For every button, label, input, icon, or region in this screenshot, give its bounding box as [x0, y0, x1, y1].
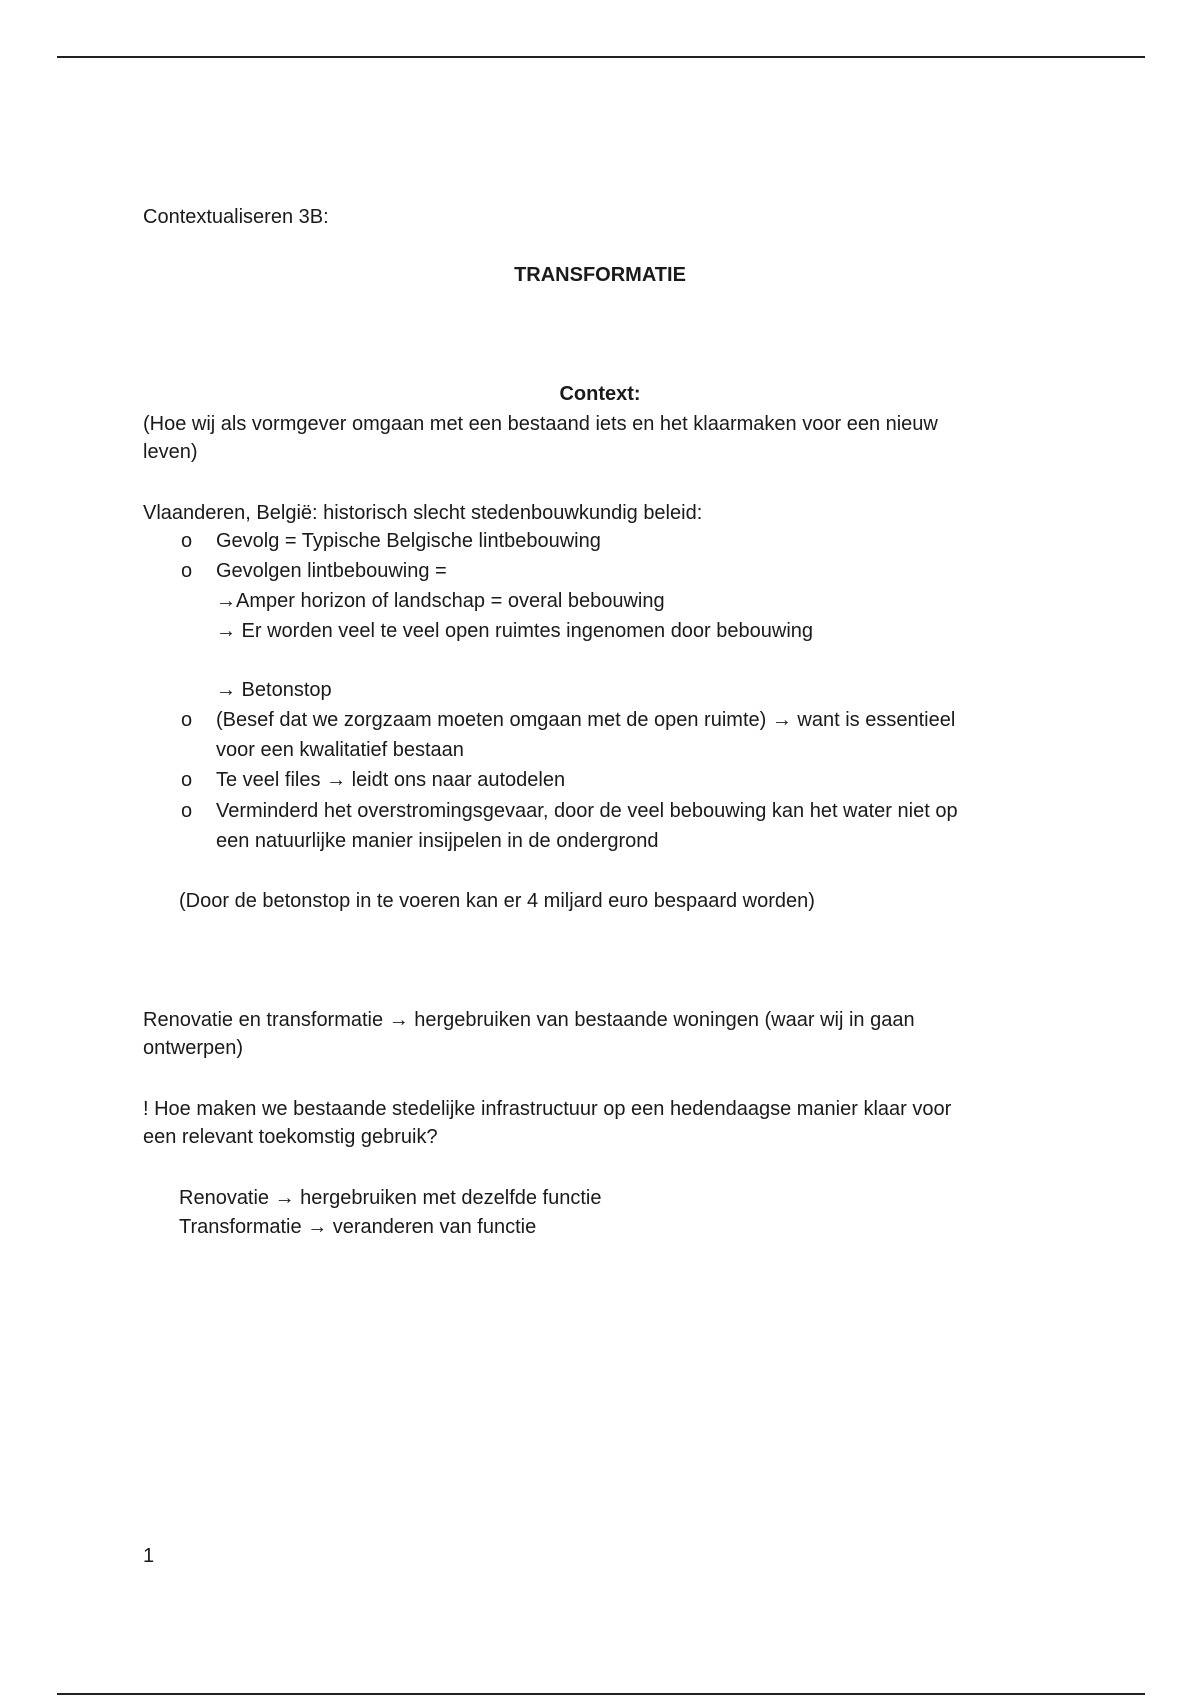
bullet-5-line2: een natuurlijke manier insijpelen in de ondergrond: [216, 830, 659, 852]
question-line2: een relevant toekomstig gebruik?: [143, 1126, 438, 1148]
sub-line-1-text: Amper horizon of landschap = overal bebouwing: [236, 590, 665, 612]
arrow-right-icon: →: [216, 590, 236, 612]
bullet-marker: o: [181, 530, 193, 552]
bullet-marker: o: [181, 709, 193, 731]
bullet-marker: o: [181, 769, 193, 791]
sub-line-2: [216, 617, 813, 645]
renovation-text-a: Renovatie en transformatie: [143, 1009, 389, 1031]
document-title: TRANSFORMATIE: [514, 264, 686, 286]
arrow-right-icon: →: [216, 620, 236, 642]
context-intro-line1: (Hoe wij als vormgever omgaan met een bestaand iets en het klaarmaken voor een nieuw: [143, 413, 938, 435]
bullet-5-line1: Verminderd het overstromingsgevaar, door de veel bebouwing kan het water niet op: [216, 800, 958, 822]
context-intro-line2: leven): [143, 441, 198, 463]
header-rule: [57, 56, 1145, 58]
definition-transformatie-text: veranderen van functie: [327, 1216, 537, 1238]
bullet-4-text-a: Te veel files: [216, 769, 327, 791]
sub-line-2-text: Er worden veel te veel open ruimtes ingenomen door bebouwing: [236, 620, 814, 642]
bullet-1: Gevolg = Typische Belgische lintbebouwing: [216, 530, 601, 552]
sub-line-3: [216, 676, 332, 704]
arrow-right-icon: →: [326, 769, 347, 791]
header-label: Contextualiseren 3B:: [143, 206, 329, 228]
sub-line-1: [216, 587, 665, 615]
arrow-right-icon: →: [274, 1187, 295, 1209]
arrow-right-icon: →: [771, 709, 792, 731]
arrow-right-icon: →: [307, 1216, 328, 1238]
renovation-text-b: hergebruiken van bestaande woningen (waar wij in gaan: [408, 1009, 915, 1031]
definition-renovatie-term: Renovatie: [179, 1187, 275, 1209]
page-number: 1: [143, 1545, 155, 1567]
bullet-3-line1: [216, 706, 955, 734]
question-line1: ! Hoe maken we bestaande stedelijke infrastructuur op een hedendaagse manier klaar voor: [143, 1098, 952, 1120]
definition-renovatie: [179, 1184, 601, 1212]
bullet-4: [216, 766, 565, 794]
arrow-right-icon: →: [216, 679, 236, 701]
bullet-marker: o: [181, 800, 193, 822]
renovation-line2: ontwerpen): [143, 1037, 244, 1059]
bullet-3-line2: voor een kwalitatief bestaan: [216, 739, 464, 761]
renovation-line1: [143, 1006, 915, 1034]
footer-rule: [57, 1693, 1145, 1695]
bullet-3-text-b: want is essentieel: [791, 709, 956, 731]
context-heading: Context:: [559, 383, 641, 405]
bullet-2: Gevolgen lintbebouwing =: [216, 560, 447, 582]
definition-transformatie: [179, 1213, 536, 1241]
bullet-marker: o: [181, 560, 193, 582]
definition-transformatie-term: Transformatie: [179, 1216, 308, 1238]
bullet-4-text-b: leidt ons naar autodelen: [346, 769, 566, 791]
sub-line-3-text: Betonstop: [236, 679, 332, 701]
savings-note: (Door de betonstop in te voeren kan er 4 miljard euro bespaard worden): [179, 890, 815, 912]
region-line: Vlaanderen, België: historisch slecht stedenbouwkundig beleid:: [143, 502, 703, 524]
arrow-right-icon: →: [388, 1009, 409, 1031]
bullet-3-text-a: (Besef dat we zorgzaam moeten omgaan met de open ruimte): [216, 709, 772, 731]
definition-renovatie-text: hergebruiken met dezelfde functie: [294, 1187, 602, 1209]
